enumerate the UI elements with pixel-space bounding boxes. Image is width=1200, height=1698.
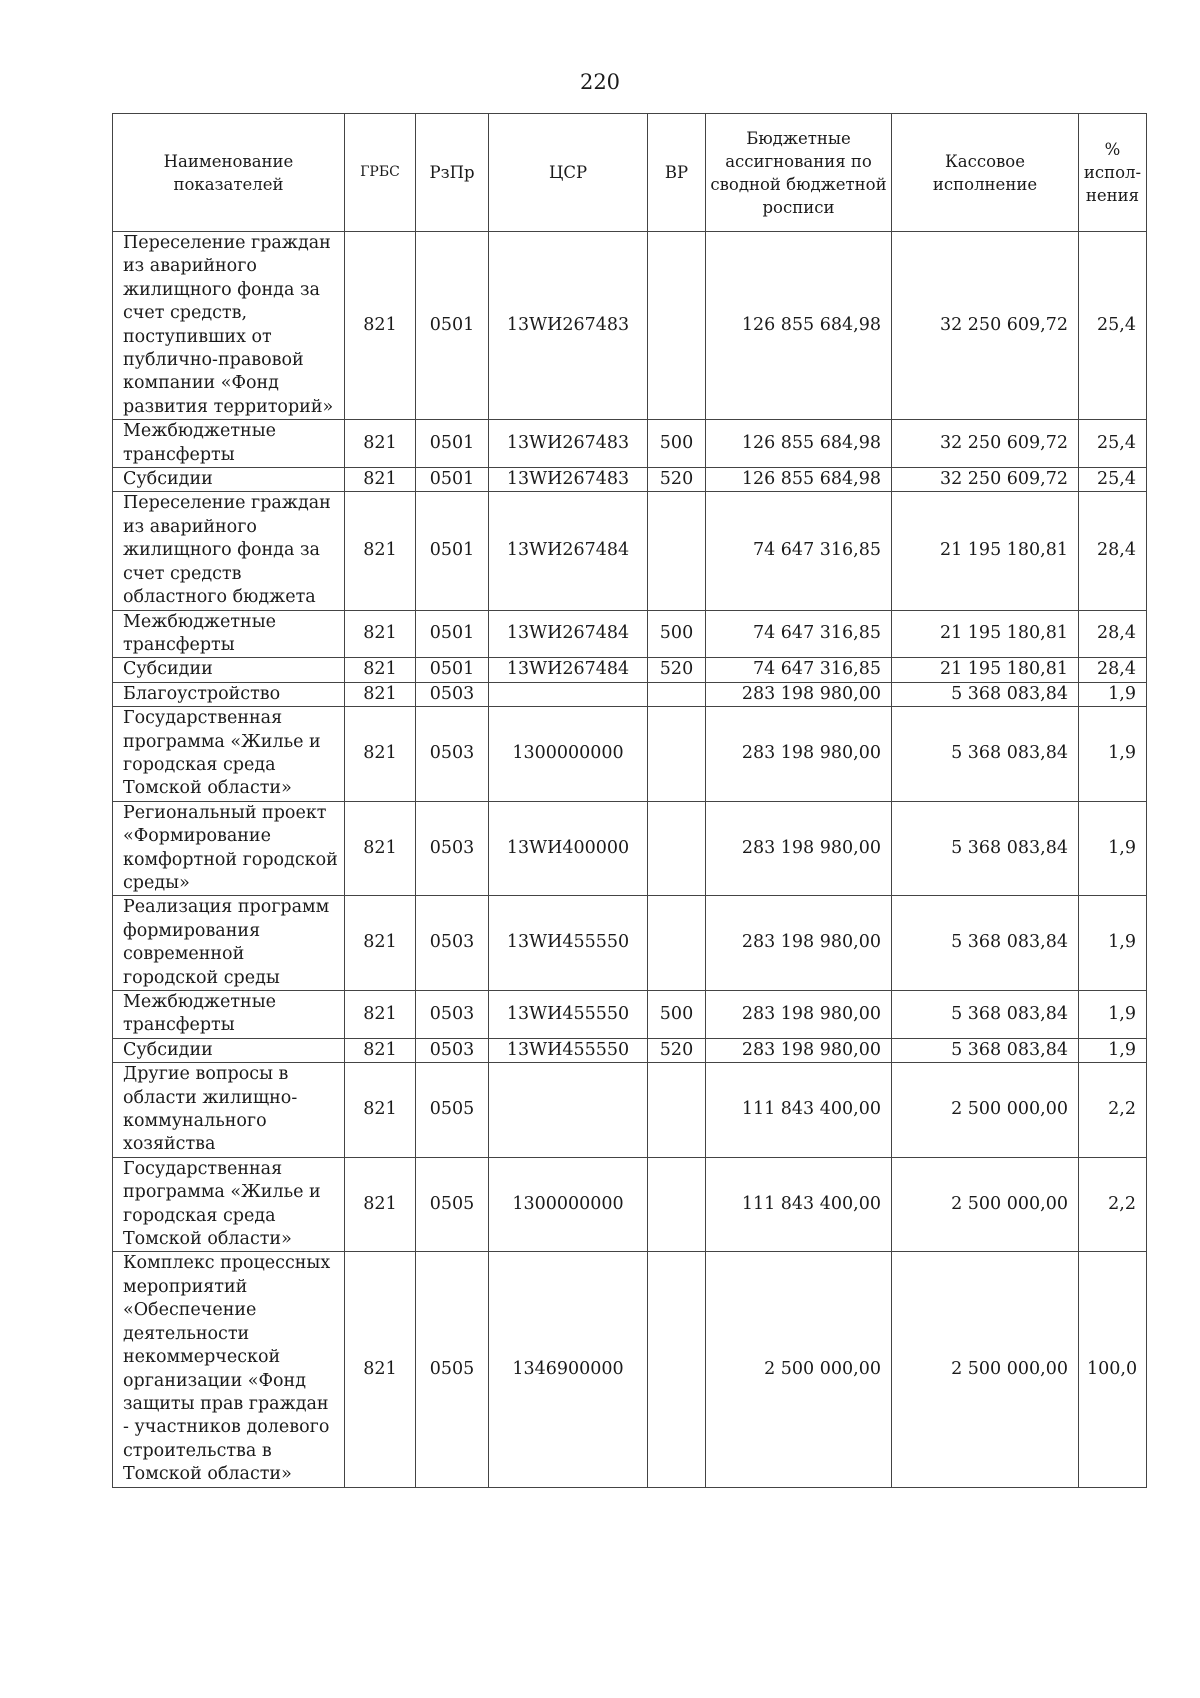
- cell-budget: 74 647 316,85: [706, 492, 892, 610]
- cell-budget: 283 198 980,00: [706, 991, 892, 1039]
- cell-name: Субсидии: [113, 468, 345, 492]
- cell-csr: 1346900000: [489, 1252, 648, 1487]
- cell-name: Государственная программа «Жилье и городская среда Томской области»: [113, 1157, 345, 1252]
- cell-budget: 126 855 684,98: [706, 420, 892, 468]
- cell-cash: 5 368 083,84: [892, 896, 1079, 991]
- cell-cash: 5 368 083,84: [892, 991, 1079, 1039]
- cell-rzpr: 0503: [416, 682, 489, 706]
- cell-cash: 5 368 083,84: [892, 801, 1079, 896]
- cell-csr: 13WИ267484: [489, 492, 648, 610]
- cell-percent: 28,4: [1079, 492, 1147, 610]
- cell-rzpr: 0501: [416, 420, 489, 468]
- cell-percent: 28,4: [1079, 658, 1147, 682]
- header-rzpr: РзПр: [416, 114, 489, 232]
- cell-budget: 74 647 316,85: [706, 610, 892, 658]
- cell-vr: [648, 896, 706, 991]
- cell-rzpr: 0501: [416, 492, 489, 610]
- cell-rzpr: 0501: [416, 658, 489, 682]
- cell-vr: [648, 1252, 706, 1487]
- cell-cash: 21 195 180,81: [892, 610, 1079, 658]
- header-row: [113, 114, 1147, 232]
- cell-percent: 28,4: [1079, 610, 1147, 658]
- cell-name: Переселение граждан из аварийного жилищного фонда за счет средств, поступивших от публично-правовой компании «Фонд развития территорий»: [113, 232, 345, 420]
- cell-grbs: 821: [345, 420, 416, 468]
- cell-grbs: 821: [345, 610, 416, 658]
- cell-vr: 500: [648, 991, 706, 1039]
- cell-cash: 2 500 000,00: [892, 1157, 1079, 1252]
- cell-vr: [648, 492, 706, 610]
- cell-budget: 2 500 000,00: [706, 1252, 892, 1487]
- cell-cash: 5 368 083,84: [892, 682, 1079, 706]
- cell-cash: 21 195 180,81: [892, 492, 1079, 610]
- cell-percent: 1,9: [1079, 1038, 1147, 1062]
- header-budget: Бюджетные ассигнования по сводной бюджетной росписи: [706, 114, 892, 232]
- cell-name: Реализация программ формирования современной городской среды: [113, 896, 345, 991]
- cell-csr: 13WИ267484: [489, 658, 648, 682]
- cell-grbs: 821: [345, 1252, 416, 1487]
- cell-grbs: 821: [345, 468, 416, 492]
- cell-rzpr: 0503: [416, 801, 489, 896]
- cell-csr: 13WИ455550: [489, 896, 648, 991]
- table-row: [113, 991, 1147, 1039]
- cell-vr: 500: [648, 420, 706, 468]
- table-row: [113, 1063, 1147, 1158]
- table-row: [113, 801, 1147, 896]
- table-row: [113, 658, 1147, 682]
- cell-grbs: 821: [345, 492, 416, 610]
- cell-budget: 283 198 980,00: [706, 682, 892, 706]
- cell-budget: 283 198 980,00: [706, 801, 892, 896]
- cell-name: Межбюджетные трансферты: [113, 420, 345, 468]
- cell-vr: [648, 1063, 706, 1158]
- cell-csr: 1300000000: [489, 707, 648, 802]
- cell-percent: 2,2: [1079, 1157, 1147, 1252]
- cell-name: Субсидии: [113, 658, 345, 682]
- cell-name: Комплекс процессных мероприятий «Обеспечение деятельности некоммерческой организации «Фонд защиты прав граждан - участников долевого строительства в Томской области»: [113, 1252, 345, 1487]
- header-vr: ВР: [648, 114, 706, 232]
- table-row: [113, 1252, 1147, 1487]
- cell-vr: 520: [648, 658, 706, 682]
- cell-csr: 13WИ267483: [489, 468, 648, 492]
- cell-vr: [648, 801, 706, 896]
- cell-vr: [648, 707, 706, 802]
- cell-vr: 520: [648, 1038, 706, 1062]
- cell-csr: 1300000000: [489, 1157, 648, 1252]
- table-row: [113, 610, 1147, 658]
- cell-rzpr: 0501: [416, 610, 489, 658]
- table-row: [113, 232, 1147, 420]
- table-row: [113, 468, 1147, 492]
- cell-grbs: 821: [345, 1063, 416, 1158]
- cell-grbs: 821: [345, 1038, 416, 1062]
- cell-name: Субсидии: [113, 1038, 345, 1062]
- table-header: [113, 114, 1147, 232]
- cell-vr: 520: [648, 468, 706, 492]
- cell-cash: 21 195 180,81: [892, 658, 1079, 682]
- cell-budget: 283 198 980,00: [706, 707, 892, 802]
- cell-cash: 2 500 000,00: [892, 1252, 1079, 1487]
- cell-csr: 13WИ455550: [489, 1038, 648, 1062]
- cell-name: Межбюджетные трансферты: [113, 991, 345, 1039]
- cell-rzpr: 0505: [416, 1157, 489, 1252]
- cell-rzpr: 0503: [416, 707, 489, 802]
- cell-budget: 283 198 980,00: [706, 896, 892, 991]
- table-body: [113, 232, 1147, 1488]
- cell-csr: 13WИ267483: [489, 232, 648, 420]
- cell-csr: 13WИ455550: [489, 991, 648, 1039]
- table-row: [113, 896, 1147, 991]
- header-csr: ЦСР: [489, 114, 648, 232]
- cell-name: Другие вопросы в области жилищно-коммунального хозяйства: [113, 1063, 345, 1158]
- cell-rzpr: 0503: [416, 1038, 489, 1062]
- cell-percent: 1,9: [1079, 801, 1147, 896]
- cell-csr: 13WИ267483: [489, 420, 648, 468]
- cell-vr: [648, 682, 706, 706]
- cell-cash: 5 368 083,84: [892, 1038, 1079, 1062]
- table-row: [113, 682, 1147, 706]
- cell-percent: 25,4: [1079, 468, 1147, 492]
- cell-grbs: 821: [345, 707, 416, 802]
- cell-budget: 74 647 316,85: [706, 658, 892, 682]
- header-cash: Кассовое исполнение: [892, 114, 1079, 232]
- cell-rzpr: 0501: [416, 468, 489, 492]
- cell-percent: 25,4: [1079, 232, 1147, 420]
- cell-rzpr: 0505: [416, 1252, 489, 1487]
- table-row: [113, 420, 1147, 468]
- cell-name: Переселение граждан из аварийного жилищного фонда за счет средств областного бюджета: [113, 492, 345, 610]
- cell-percent: 1,9: [1079, 682, 1147, 706]
- cell-csr: [489, 682, 648, 706]
- cell-rzpr: 0505: [416, 1063, 489, 1158]
- cell-percent: 1,9: [1079, 707, 1147, 802]
- cell-grbs: 821: [345, 682, 416, 706]
- cell-cash: 2 500 000,00: [892, 1063, 1079, 1158]
- cell-rzpr: 0503: [416, 991, 489, 1039]
- cell-percent: 100,0: [1079, 1252, 1147, 1487]
- cell-cash: 32 250 609,72: [892, 420, 1079, 468]
- cell-rzpr: 0503: [416, 896, 489, 991]
- cell-rzpr: 0501: [416, 232, 489, 420]
- cell-grbs: 821: [345, 658, 416, 682]
- cell-budget: 111 843 400,00: [706, 1063, 892, 1158]
- budget-table: [112, 113, 1147, 1488]
- cell-budget: 111 843 400,00: [706, 1157, 892, 1252]
- cell-budget: 126 855 684,98: [706, 232, 892, 420]
- cell-cash: 32 250 609,72: [892, 232, 1079, 420]
- cell-grbs: 821: [345, 991, 416, 1039]
- table-row: [113, 1157, 1147, 1252]
- header-percent: % испол-нения: [1079, 114, 1147, 232]
- cell-csr: [489, 1063, 648, 1158]
- cell-budget: 126 855 684,98: [706, 468, 892, 492]
- cell-name: Благоустройство: [113, 682, 345, 706]
- cell-cash: 5 368 083,84: [892, 707, 1079, 802]
- cell-percent: 1,9: [1079, 991, 1147, 1039]
- cell-csr: 13WИ267484: [489, 610, 648, 658]
- cell-grbs: 821: [345, 896, 416, 991]
- cell-name: Межбюджетные трансферты: [113, 610, 345, 658]
- header-grbs: ГРБС: [345, 114, 416, 232]
- cell-cash: 32 250 609,72: [892, 468, 1079, 492]
- cell-grbs: 821: [345, 801, 416, 896]
- cell-percent: 2,2: [1079, 1063, 1147, 1158]
- cell-vr: [648, 1157, 706, 1252]
- cell-name: Региональный проект «Формирование комфортной городской среды»: [113, 801, 345, 896]
- cell-grbs: 821: [345, 232, 416, 420]
- cell-grbs: 821: [345, 1157, 416, 1252]
- table-row: [113, 707, 1147, 802]
- header-name: Наименование показателей: [113, 114, 345, 232]
- cell-budget: 283 198 980,00: [706, 1038, 892, 1062]
- cell-percent: 25,4: [1079, 420, 1147, 468]
- cell-vr: [648, 232, 706, 420]
- table-row: [113, 492, 1147, 610]
- table-row: [113, 1038, 1147, 1062]
- cell-csr: 13WИ400000: [489, 801, 648, 896]
- cell-vr: 500: [648, 610, 706, 658]
- cell-percent: 1,9: [1079, 896, 1147, 991]
- cell-name: Государственная программа «Жилье и городская среда Томской области»: [113, 707, 345, 802]
- page-number: 220: [579, 70, 621, 94]
